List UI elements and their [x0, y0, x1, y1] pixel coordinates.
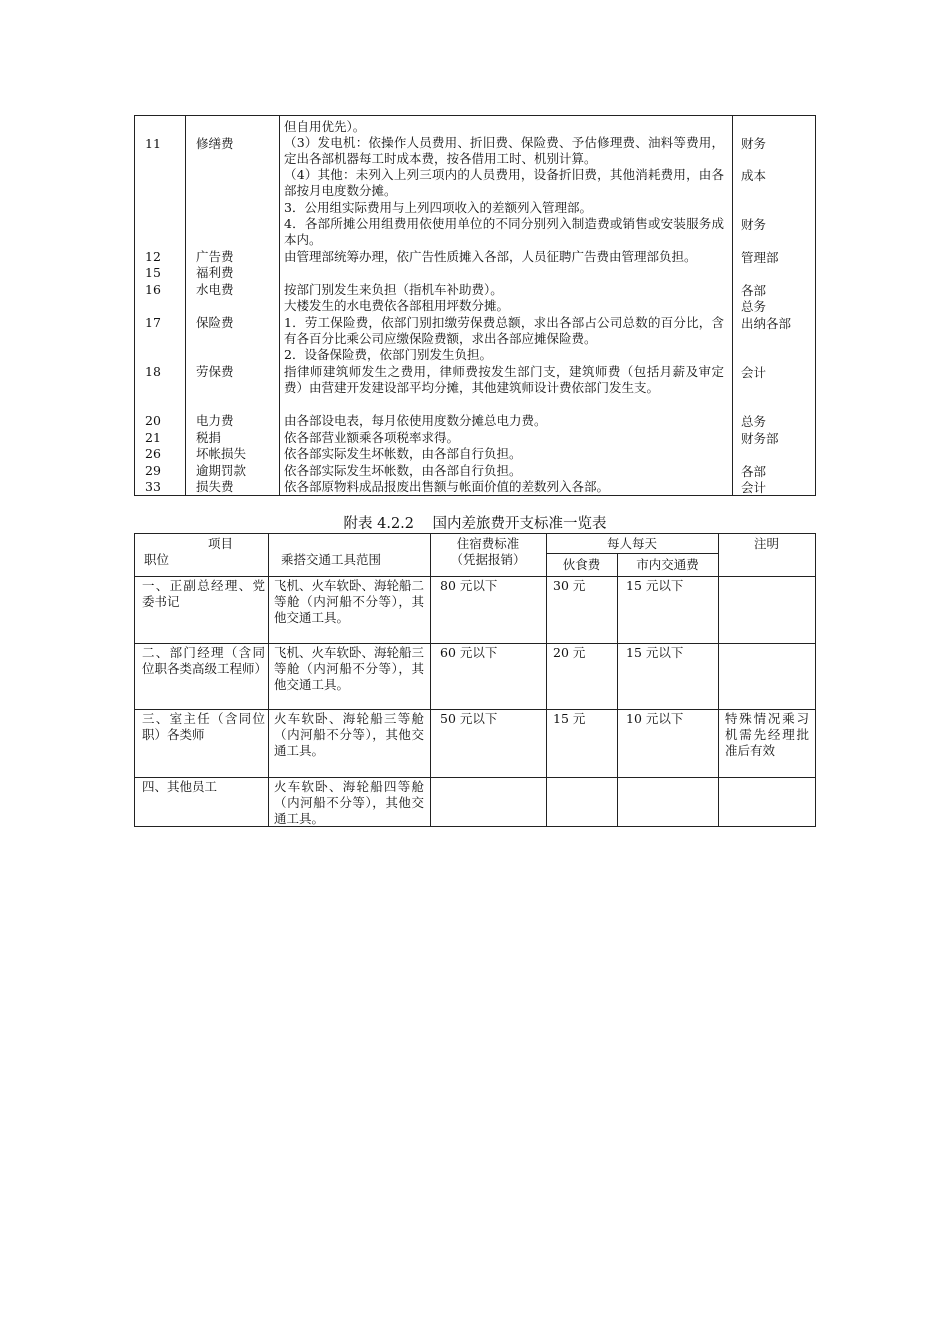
table2-grid-line: [134, 576, 816, 577]
expense-item-name: 修缮费: [196, 136, 234, 151]
table2-grid-line: [718, 533, 719, 827]
department-remark: 出纳各部: [741, 316, 792, 331]
description-text: 依各部原物料成品报废出售额与帐面价值的差数列入各部。: [284, 479, 610, 494]
description-text: 指律师建筑师发生之费用，律师费按发生部门支，建筑师费（包括月薪及审定费）由营建开发建设部平均分摊，其他建筑师设计费依部门发生支。: [284, 364, 724, 395]
row-number: 12: [145, 249, 161, 264]
description-text: 依各部营业额乘各项税率求得。: [284, 430, 460, 445]
description-text: 4．各部所摊公用组费用依使用单位的不同分别列入制造费或销售或安装服务成本内。: [284, 216, 724, 247]
table2-grid-line: [546, 533, 547, 827]
department-remark: 会计: [741, 480, 767, 495]
expense-allocation-table: [134, 115, 816, 496]
description-text: 1．劳工保险费，依部门别扣缴劳保费总额，求出各部占公司总数的百分比，含有各百分比乘公司应缴保险费额，求出各部应摊保险费。: [284, 315, 724, 346]
department-remark: 管理部: [741, 250, 779, 265]
row-number: 20: [145, 413, 161, 428]
row-meal: 15 元: [553, 711, 586, 726]
table2-grid-line: [134, 777, 816, 778]
table2-grid-line: [134, 533, 135, 827]
table2-grid-line: [134, 826, 816, 827]
table2-grid-line: [134, 709, 816, 710]
header-local-transport: 市内交通费: [636, 557, 699, 572]
description-text: 由管理部统筹办理，依广告性质摊入各部，人员征聘广告费由管理部负担。: [284, 249, 697, 264]
expense-item-name: 坏帐损失: [196, 446, 247, 461]
header-item: 项目: [208, 536, 234, 551]
description-text: 大楼发生的水电费依各部租用坪数分摊。: [284, 298, 510, 313]
row-local-transport: 15 元以下: [626, 645, 684, 660]
row-meal: 30 元: [553, 578, 586, 593]
expense-item-name: 福利费: [196, 265, 234, 280]
description-text: 3．公用组实际费用与上列四项收入的差额列入管理部。: [284, 200, 592, 215]
expense-item-name: 水电费: [196, 282, 234, 297]
table2-grid-line: [617, 553, 618, 827]
description-continuation: 但自用优先）。: [284, 119, 366, 134]
header-note: 注明: [753, 536, 779, 551]
row-position: 四、其他员工: [142, 779, 218, 794]
header-position: 职位: [144, 552, 170, 567]
description-text: 依各部实际发生坏帐数，由各部自行负担。: [284, 446, 522, 461]
table-caption: 附表 4.2.2 国内差旅费开支标准一览表: [343, 516, 607, 532]
row-local-transport: 10 元以下: [626, 711, 684, 726]
row-number: 21: [145, 430, 161, 445]
row-number: 29: [145, 463, 161, 478]
department-remark: 各部: [741, 464, 767, 479]
department-remark: 财务: [741, 136, 767, 151]
expense-item-name: 劳保费: [196, 364, 234, 379]
table2-grid-line: [134, 643, 816, 644]
description-text: 由各部设电表，每月依使用度数分摊总电力费。: [284, 413, 547, 428]
header-lodging: 住宿费标准: [456, 536, 520, 551]
row-position: 一、正副总经理、党委书记: [142, 578, 265, 609]
department-remark: 总务: [741, 414, 767, 429]
table1-col-divider: [732, 116, 733, 495]
row-transport: 飞机、火车软卧、海轮船二等舱（内河船不分等），其他交通工具。: [274, 578, 425, 625]
expense-item-name: 电力费: [196, 413, 234, 428]
row-lodging: 80 元以下: [440, 578, 498, 593]
expense-item-name: 损失费: [196, 479, 234, 494]
row-lodging: 50 元以下: [440, 711, 498, 726]
row-number: 16: [145, 282, 161, 297]
row-number: 11: [145, 136, 161, 151]
department-remark: 成本: [741, 168, 767, 183]
row-meal: 20 元: [553, 645, 586, 660]
expense-item-name: 广告费: [196, 249, 234, 264]
row-position: 三、室主任（含同位职）各类师: [142, 711, 265, 742]
row-number: 17: [145, 315, 161, 330]
row-number: 26: [145, 446, 161, 461]
expense-item-name: 保险费: [196, 315, 234, 330]
description-text: 按部门别发生来负担（指机车补助费）。: [284, 282, 503, 297]
table2-grid-line: [815, 533, 816, 827]
row-number: 18: [145, 364, 161, 379]
header-lodging-note: （凭据报销）: [450, 552, 526, 567]
header-daily: 每人每天: [606, 536, 657, 551]
description-text: 依各部实际发生坏帐数，由各部自行负担。: [284, 463, 522, 478]
table2-grid-line: [268, 533, 269, 827]
row-transport: 火车软卧、海轮船三等舱（内河船不分等），其他交通工具。: [274, 711, 424, 758]
row-number: 33: [145, 479, 161, 494]
travel-expense-standard-table: [134, 533, 816, 827]
row-number: 15: [145, 265, 161, 280]
table1-col-divider: [185, 116, 186, 495]
table1-col-divider: [279, 116, 280, 495]
row-position: 二、部门经理（含同位职各类高级工程师）: [142, 645, 268, 676]
description-text: 2．设备保险费，依部门别发生负担。: [284, 347, 492, 362]
department-remark: 各部: [741, 283, 767, 298]
header-meal: 伙食费: [562, 557, 601, 572]
header-transport: 乘搭交通工具范围: [281, 552, 382, 567]
table2-grid-line: [546, 553, 718, 554]
table2-grid-line: [430, 533, 431, 827]
department-remark: 总务: [741, 299, 767, 314]
row-local-transport: 15 元以下: [626, 578, 684, 593]
department-remark: 会计: [741, 365, 767, 380]
description-text: （3）发电机：依操作人员费用、折旧费、保险费、予估修理费、油料等费用，定出各部机器每工时成本费，按各借用工时、机别计算。: [284, 135, 724, 166]
department-remark: 财务: [741, 217, 767, 232]
expense-item-name: 税捐: [196, 430, 222, 445]
row-note: 特殊情况乘习机需先经理批准后有效: [725, 711, 809, 758]
expense-item-name: 逾期罚款: [196, 463, 247, 478]
row-transport: 飞机、火车软卧、海轮船三等舱（内河船不分等），其他交通工具。: [274, 645, 425, 692]
description-text: （4）其他：未列入上列三项内的人员费用，设备折旧费，其他消耗费用，由各部按月电度数分摊。: [284, 167, 724, 198]
department-remark: 财务部: [741, 431, 779, 446]
table2-grid-line: [134, 533, 816, 534]
row-lodging: 60 元以下: [440, 645, 498, 660]
row-transport: 火车软卧、海轮船四等舱（内河船不分等），其他交通工具。: [274, 779, 424, 826]
